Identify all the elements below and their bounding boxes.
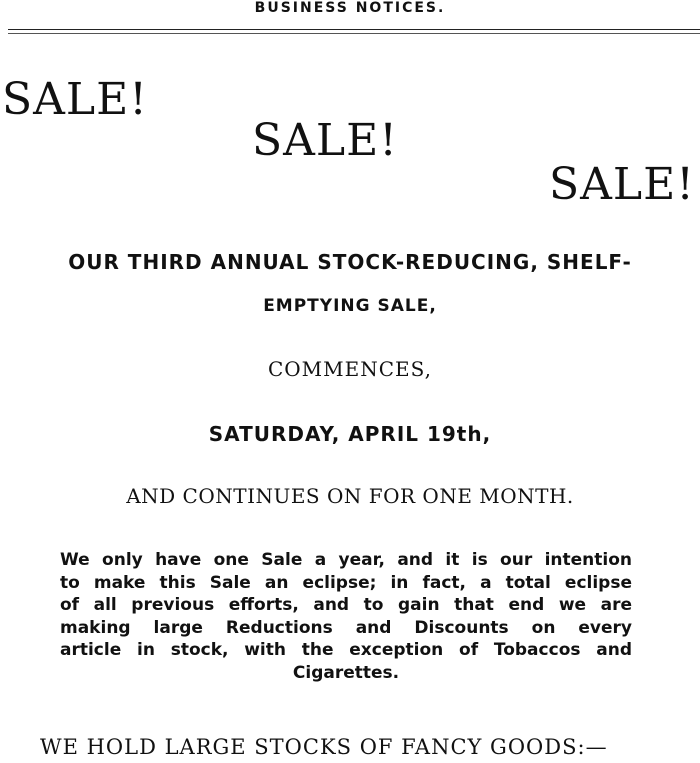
body-line: making large Reductions and Discounts on every — [60, 617, 632, 638]
announcement-line-1: OUR THIRD ANNUAL STOCK-REDUCING, SHELF- — [68, 250, 632, 274]
body-line: to make this Sale an eclipse; in fact, a total eclipse — [60, 572, 632, 593]
header-rule-thin — [8, 33, 700, 34]
body-paragraph — [60, 549, 632, 684]
body-line: We only have one Sale a year, and it is our intention — [60, 550, 632, 570]
header-rule — [8, 29, 700, 30]
sale-headline-2: SALE! — [252, 115, 398, 166]
body-line: of all previous efforts, and to gain that end we are — [60, 595, 632, 615]
sale-headline-1: SALE! — [2, 74, 148, 125]
continues-text: AND CONTINUES ON FOR ONE MONTH. — [126, 484, 574, 508]
announcement-line-2: EMPTYING SALE, — [263, 296, 437, 316]
sale-date: SATURDAY, APRIL 19th, — [208, 422, 492, 446]
fancy-goods-heading: WE HOLD LARGE STOCKS OF FANCY GOODS:— — [40, 735, 608, 759]
section-header: BUSINESS NOTICES. — [254, 0, 446, 16]
body-line: Cigarettes. — [292, 662, 400, 683]
sale-headline-3: SALE! — [549, 159, 695, 210]
body-line: article in stock, with the exception of Tobaccos and — [60, 640, 632, 660]
commences-text: COMMENCES, — [267, 357, 432, 381]
